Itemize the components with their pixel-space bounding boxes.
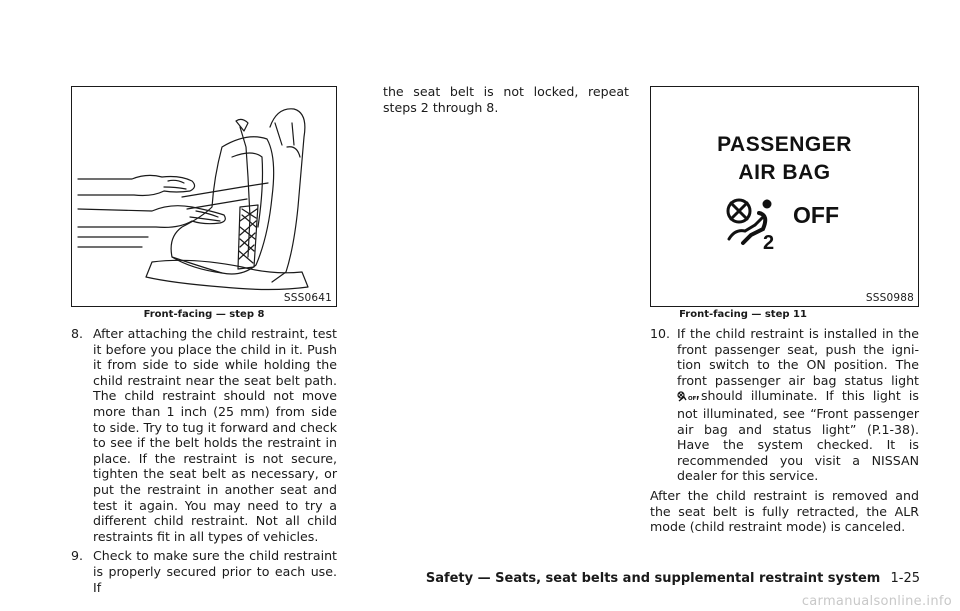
page-number: 1-25 bbox=[890, 571, 920, 586]
child-restraint-illustration bbox=[72, 87, 336, 306]
after-removal-paragraph: After the child restraint is removed and the seat belt is fully retracted, the ALR mode (child restraint mode) is canceled. bbox=[650, 487, 919, 535]
item-number: 10. bbox=[650, 326, 671, 341]
item-number: 8. bbox=[71, 326, 84, 341]
item-text: If the child restraint is installed in the front passenger seat, push the igni-tion switch to the ON position. The front passenger air bag status light bbox=[677, 326, 919, 388]
item-number: 9. bbox=[71, 548, 84, 564]
item-text: Check to make sure the child restraint is properly secured prior to each use. If bbox=[93, 548, 337, 595]
column-1 bbox=[71, 326, 337, 595]
page-footer bbox=[0, 571, 920, 586]
svg-text:OFF: OFF bbox=[688, 396, 699, 403]
column-3 bbox=[650, 326, 919, 535]
list-item-8 bbox=[71, 326, 337, 544]
figure-code: SSS0988 bbox=[865, 292, 914, 304]
figure-child-seat-step8 bbox=[71, 86, 337, 307]
svg-text:2: 2 bbox=[763, 232, 775, 251]
figure-code: SSS0641 bbox=[283, 292, 332, 304]
item-text: After attaching the child restraint, test it before you place the child in it. Push it from side to side while holding the child restraint near the seat belt path. The child restraint should not move more than 1 inch (25 mm) from side to side. Try to tug it forward and check to see if the belt holds the restraint in place. If the restraint is not secure, tighten the seat belt as necessary, or put the restraint in another seat and test it again. You may need to try a different child restraint. Not all child restraints fit in all types of vehicles. bbox=[93, 326, 337, 544]
figure-caption: Front-facing — step 8 bbox=[143, 309, 265, 320]
item-text-continued: should illuminate. If this light is not illuminated, see “Front passenger air bag and status light” (P.1-38). Have the system checked. It is recommended you visit a NISSAN dealer for this service. bbox=[677, 388, 919, 484]
figure-airbag-status-step11 bbox=[650, 86, 919, 307]
passenger-airbag-off-icon bbox=[721, 195, 785, 255]
indicator-line1: PASSENGER bbox=[717, 133, 852, 156]
figure-caption: Front-facing — step 11 bbox=[679, 309, 807, 320]
column-2 bbox=[383, 84, 629, 115]
section-title: Safety — Seats, seat belts and supplemental restraint system bbox=[425, 571, 881, 586]
list-item-10 bbox=[650, 326, 919, 484]
indicator-status: OFF bbox=[793, 202, 839, 228]
airbag-off-indicator-icon bbox=[677, 390, 699, 406]
continuation-text: the seat belt is not locked, repeat steps 2 through 8. bbox=[383, 84, 629, 115]
indicator-line2: AIR BAG bbox=[738, 161, 831, 184]
watermark: carmanualsonline.info bbox=[801, 594, 952, 609]
